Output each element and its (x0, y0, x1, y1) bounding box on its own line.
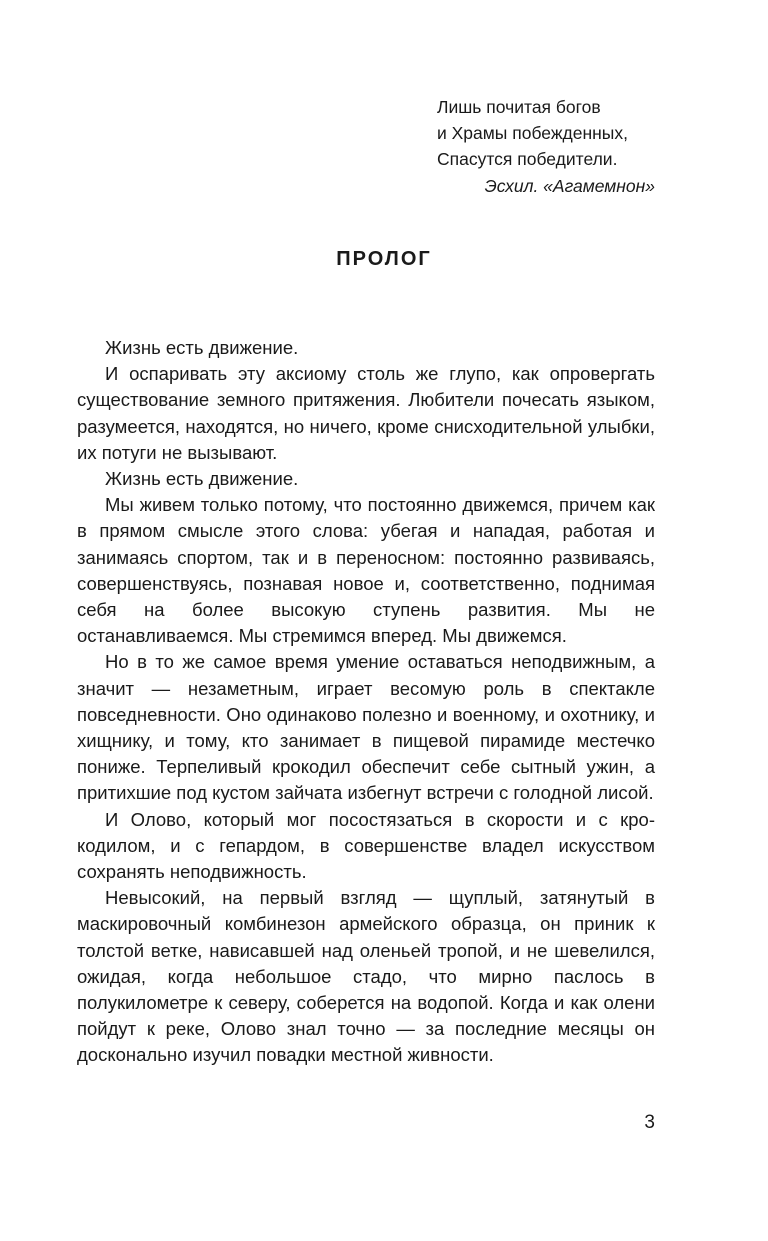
paragraph: Мы живем только потому, что постоянно движемся, причем как в прямом смысле этого слова: убегая и нападая, работая и занимаясь спортом, так и в переносном: постоянно развиваясь, совершенствуясь, познавая новое и, соответственно, поднимая себя на более высокую ступень развития. Мы не останавливаемся. Мы стремимся вперед. Мы движемся. (77, 494, 655, 647)
epigraph-line: и Храмы побежденных, (437, 123, 628, 143)
epigraph (437, 94, 697, 196)
paragraph: Невысокий, на первый взгляд — щуплый, затянутый в маскировочный комбинезон армейского образца, он приник к толстой ветке, нависавшей над оленьей тропой, и не шевелился, ожидая, когда небольшое стадо, что мирно паслось в полукилометре к северу, соберется на водопой. Когда и как олени пойдут к реке, Олово знал точно — за последние месяцы он досконально изучил повадки местной живности. (77, 887, 655, 1066)
paragraph: Жизнь есть движение. (105, 337, 299, 358)
paragraph: И оспаривать эту аксиому столь же глупо, как опровергать существование земного притяжения. Любители почесать языком, разумеется, находятся, но ничего, кроме снисходительной улыбки, их потуги не вызывают. (77, 363, 655, 463)
body-text (77, 335, 655, 1069)
epigraph-line: Лишь почитая богов (437, 97, 601, 117)
paragraph: Но в то же самое время умение оставаться неподвижным, а значит — незаметным, играет весомую роль в спектакле повседневности. Оно одинаково полезно и военному, и охотнику, и хищнику, и тому, кто занимает в пищевой пирамиде местечко пониже. Терпеливый крокодил обеспечит себе сытный ужин, а притихшие под кустом зайчата избегнут встречи с голодной лисой. (77, 651, 655, 804)
epigraph-source: Эсхил. «Агамемнон» (484, 176, 655, 196)
epigraph-line: Спасутся победители. (437, 149, 618, 169)
page-number: 3 (644, 1112, 655, 1133)
chapter-title: ПРОЛОГ (336, 248, 432, 270)
paragraph: И Олово, который мог посостязаться в скорости и с крокодилом, и с гепардом, в совершенстве владел искусством сохранять неподвижность. (77, 808, 655, 883)
paragraph: Жизнь есть движение. (105, 468, 299, 490)
